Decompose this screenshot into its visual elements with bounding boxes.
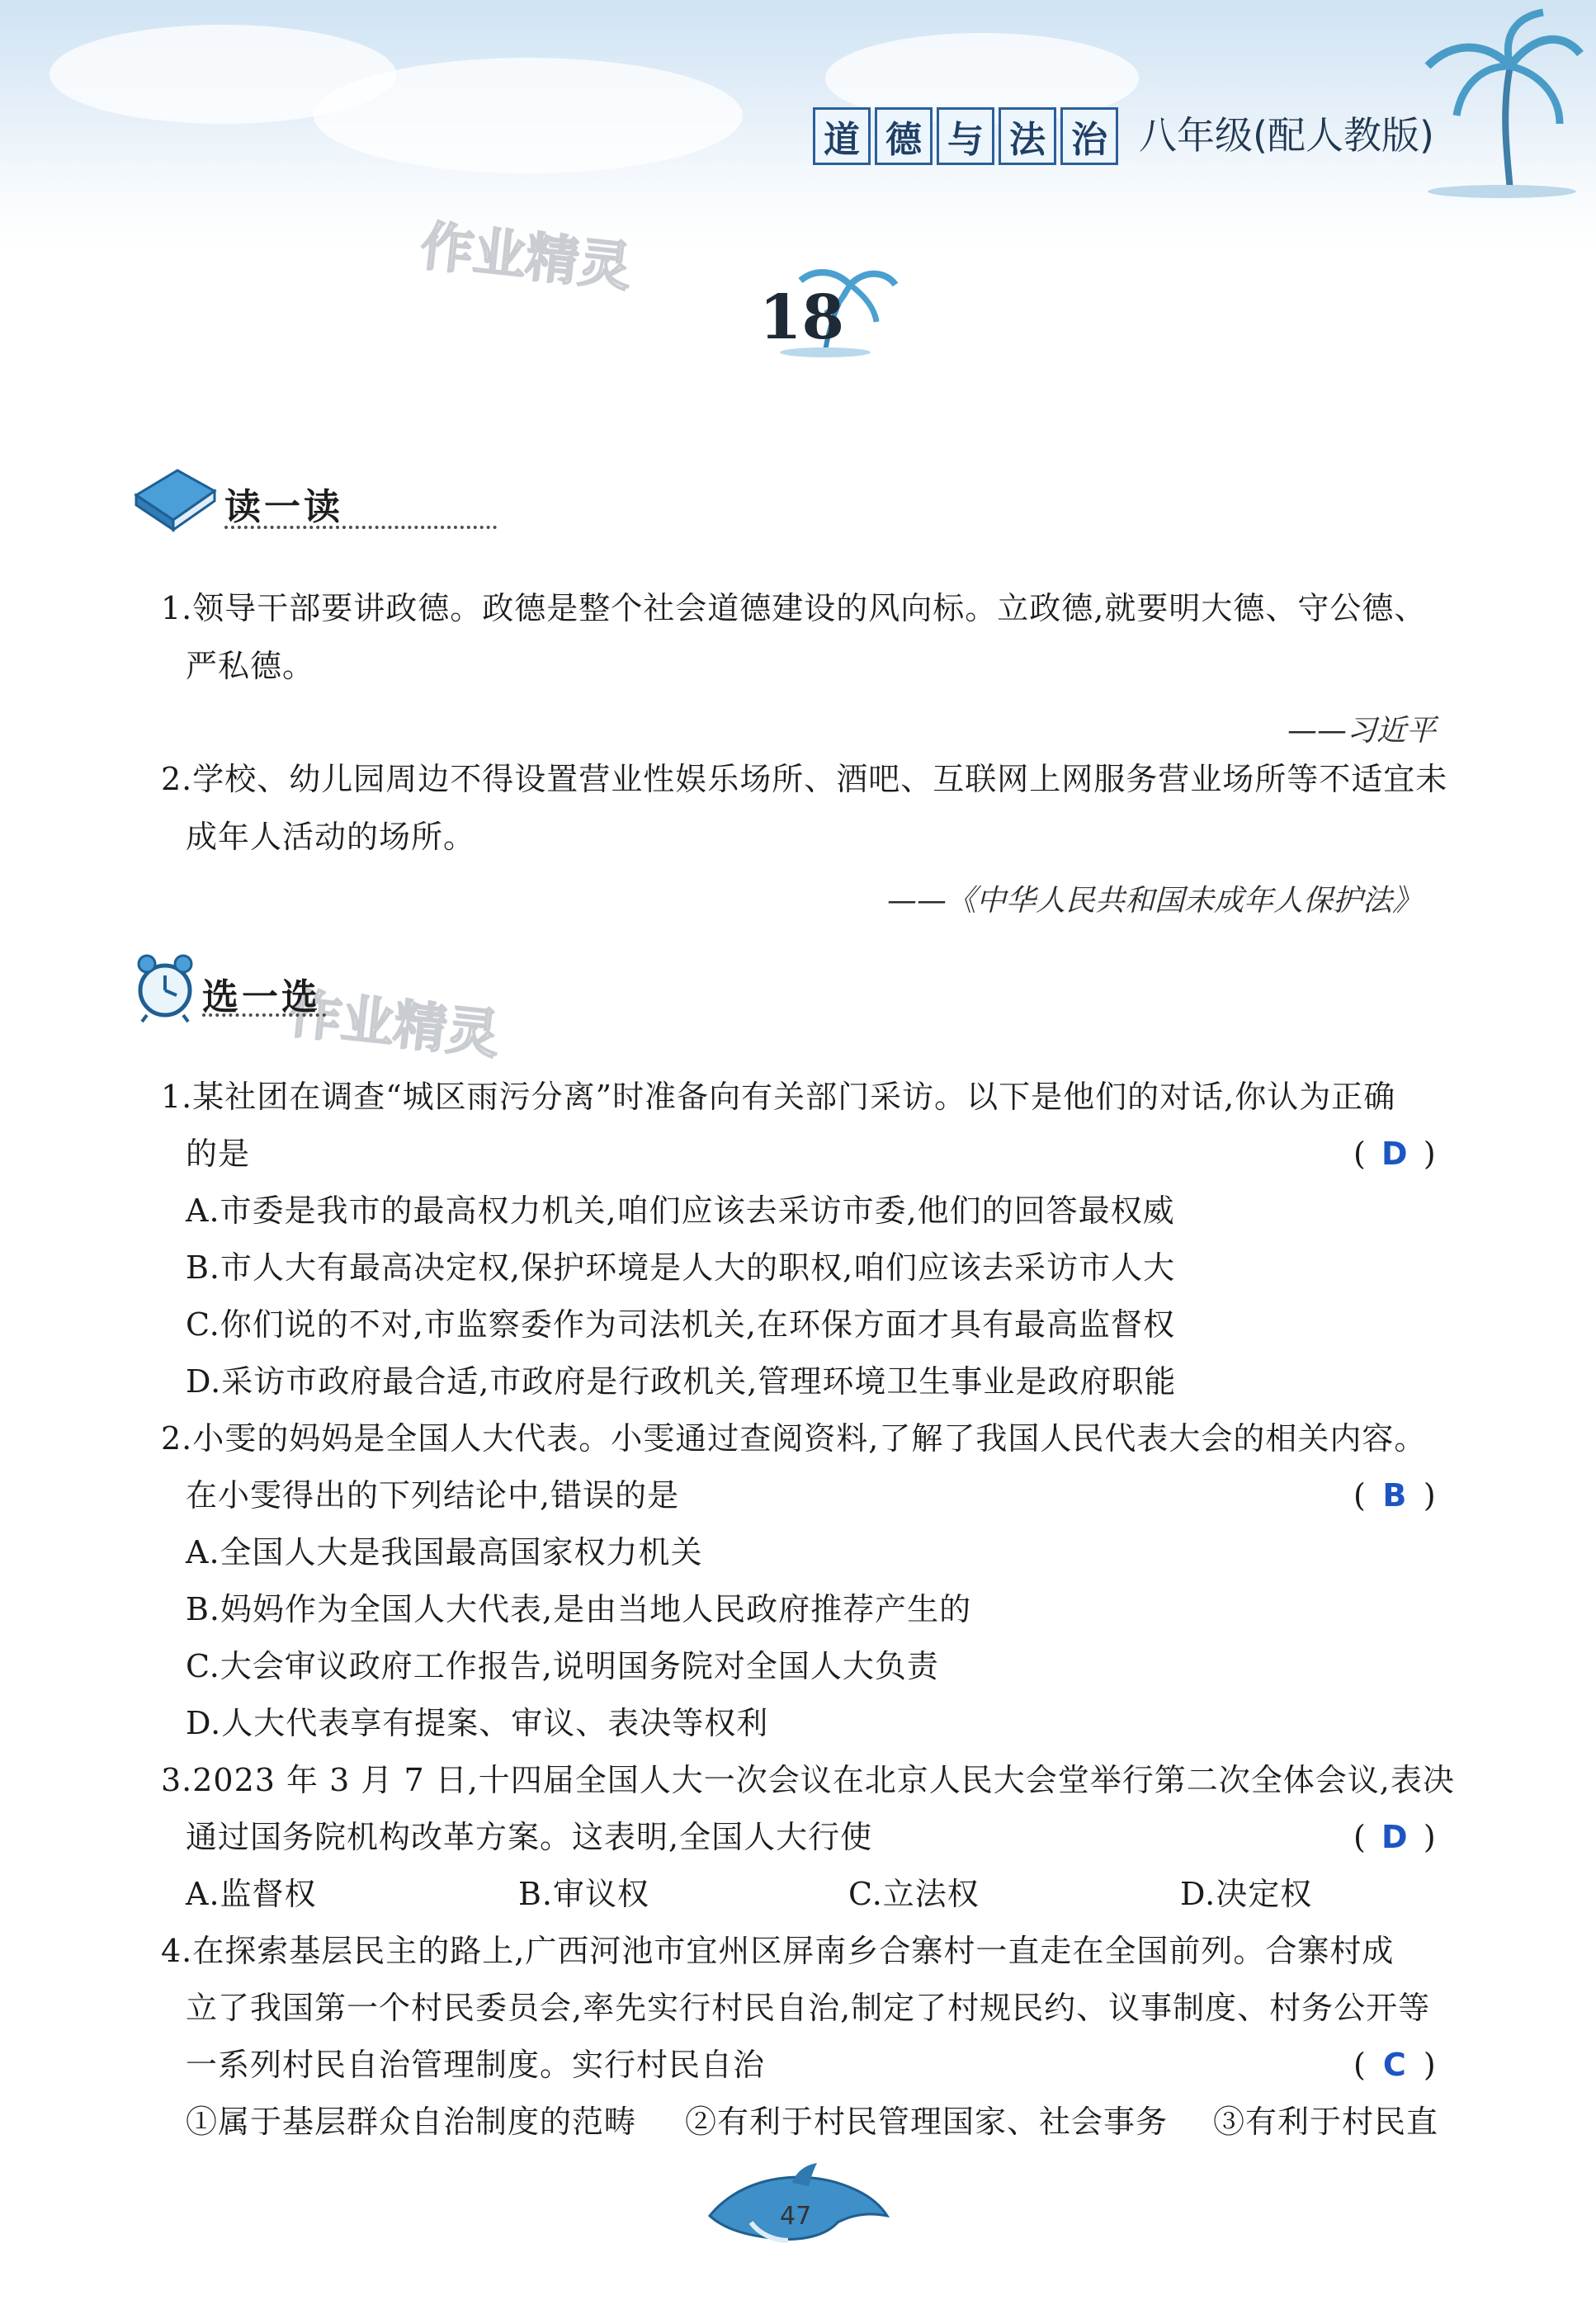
- question-line: 立了我国第一个村民委员会,率先实行村民自治,制定了村规民约、议事制度、村务公开等: [186, 1990, 1431, 2026]
- option-line: B.市人大有最高决定权,保护环境是人大的职权,咱们应该去采访市人大: [186, 1249, 1176, 1286]
- quote-source: ——习近平: [1287, 714, 1437, 748]
- section-title-choose: 选一选: [202, 976, 321, 1018]
- question-line: 3.2023 年 3 月 7 日,十四届全国人大一次会议在北京人民大会堂举行第二次全体会议,表决: [161, 1762, 1455, 1798]
- read-item-line: 成年人活动的场所。: [186, 819, 476, 855]
- question-line: 4.在探索基层民主的路上,广西河池市宜州区屏南乡合寨村一直走在全国前列。合寨村成: [161, 1933, 1395, 1969]
- subject-char-box: 法: [999, 107, 1056, 165]
- question-line: 一系列村民自治管理制度。实行村民自治: [186, 2047, 766, 2083]
- option-line: B.审议权: [518, 1876, 650, 1912]
- lesson-number: 18: [759, 282, 844, 353]
- option-line: ②有利于村民管理国家、社会事务: [685, 2104, 1169, 2140]
- option-line: C.你们说的不对,市监察委作为司法机关,在环保方面才具有最高监督权: [186, 1306, 1175, 1343]
- page-number: 47: [780, 2202, 812, 2231]
- question-line: 1.某社团在调查“城区雨污分离”时准备向有关部门采访。以下是他们的对话,你认为正确: [161, 1079, 1396, 1115]
- read-item-line: 2.学校、幼儿园周边不得设置营业性娱乐场所、酒吧、互联网上网服务营业场所等不适宜未: [161, 761, 1448, 797]
- option-line: ①属于基层群众自治制度的范畴: [186, 2104, 637, 2140]
- option-line: B.妈妈作为全国人大代表,是由当地人民政府推荐产生的: [186, 1591, 972, 1627]
- answer-letter: B: [1382, 1477, 1407, 1514]
- option-line: C.立法权: [848, 1876, 980, 1912]
- option-line: D.人大代表享有提案、审议、表决等权利: [186, 1705, 769, 1741]
- option-line: A.市委是我市的最高权力机关,咱们应该去采访市委,他们的回答最权威: [186, 1193, 1175, 1229]
- answer-letter: D: [1381, 1136, 1408, 1172]
- section-divider: [202, 1013, 326, 1017]
- cloud-decoration: [314, 58, 743, 173]
- answer-letter: D: [1381, 1819, 1408, 1855]
- answer-bracket: ( B ): [1353, 1477, 1436, 1514]
- quote-source: ——《中华人民共和国未成年人保护法》: [887, 884, 1423, 918]
- palm-tree-icon: [1419, 8, 1584, 198]
- option-line: A.全国人大是我国最高国家权力机关: [186, 1534, 703, 1570]
- option-line: ③有利于村民直: [1213, 2104, 1439, 2140]
- section-divider: [224, 526, 497, 529]
- read-item-line: 1.领导干部要讲政德。政德是整个社会道德建设的风向标。立政德,就要明大德、守公德、: [161, 590, 1427, 626]
- book-icon: [128, 462, 219, 536]
- question-line: 通过国务院机构改革方案。这表明,全国人大行使: [186, 1819, 873, 1855]
- subject-char-box: 治: [1060, 107, 1118, 165]
- option-line: C.大会审议政府工作报告,说明国务院对全国人大负责: [186, 1648, 939, 1684]
- watermark: 作业精灵: [418, 215, 635, 300]
- question-line: 2.小雯的妈妈是全国人大代表。小雯通过查阅资料,了解了我国人民代表大会的相关内容。: [161, 1420, 1427, 1457]
- subject-char-box: 道: [813, 107, 871, 165]
- option-line: A.监督权: [186, 1876, 317, 1912]
- option-line: D.决定权: [1180, 1876, 1313, 1912]
- question-line: 的是: [186, 1136, 251, 1172]
- read-item-line: 严私德。: [186, 648, 315, 684]
- answer-bracket: ( D ): [1353, 1819, 1436, 1855]
- alarm-clock-icon: [132, 949, 198, 1023]
- subject-char-box: 德: [875, 107, 933, 165]
- answer-bracket: ( C ): [1353, 2047, 1436, 2083]
- watermark: 作业精灵: [286, 983, 503, 1067]
- section-title-read: 读一读: [224, 486, 343, 528]
- answer-letter: C: [1382, 2047, 1406, 2083]
- grade-label: 八年级(配人教版): [1139, 113, 1434, 158]
- subject-char-box: 与: [937, 107, 994, 165]
- answer-bracket: ( D ): [1353, 1136, 1436, 1172]
- option-line: D.采访市政府最合适,市政府是行政机关,管理环境卫生事业是政府职能: [186, 1363, 1177, 1400]
- question-line: 在小雯得出的下列结论中,错误的是: [186, 1477, 680, 1514]
